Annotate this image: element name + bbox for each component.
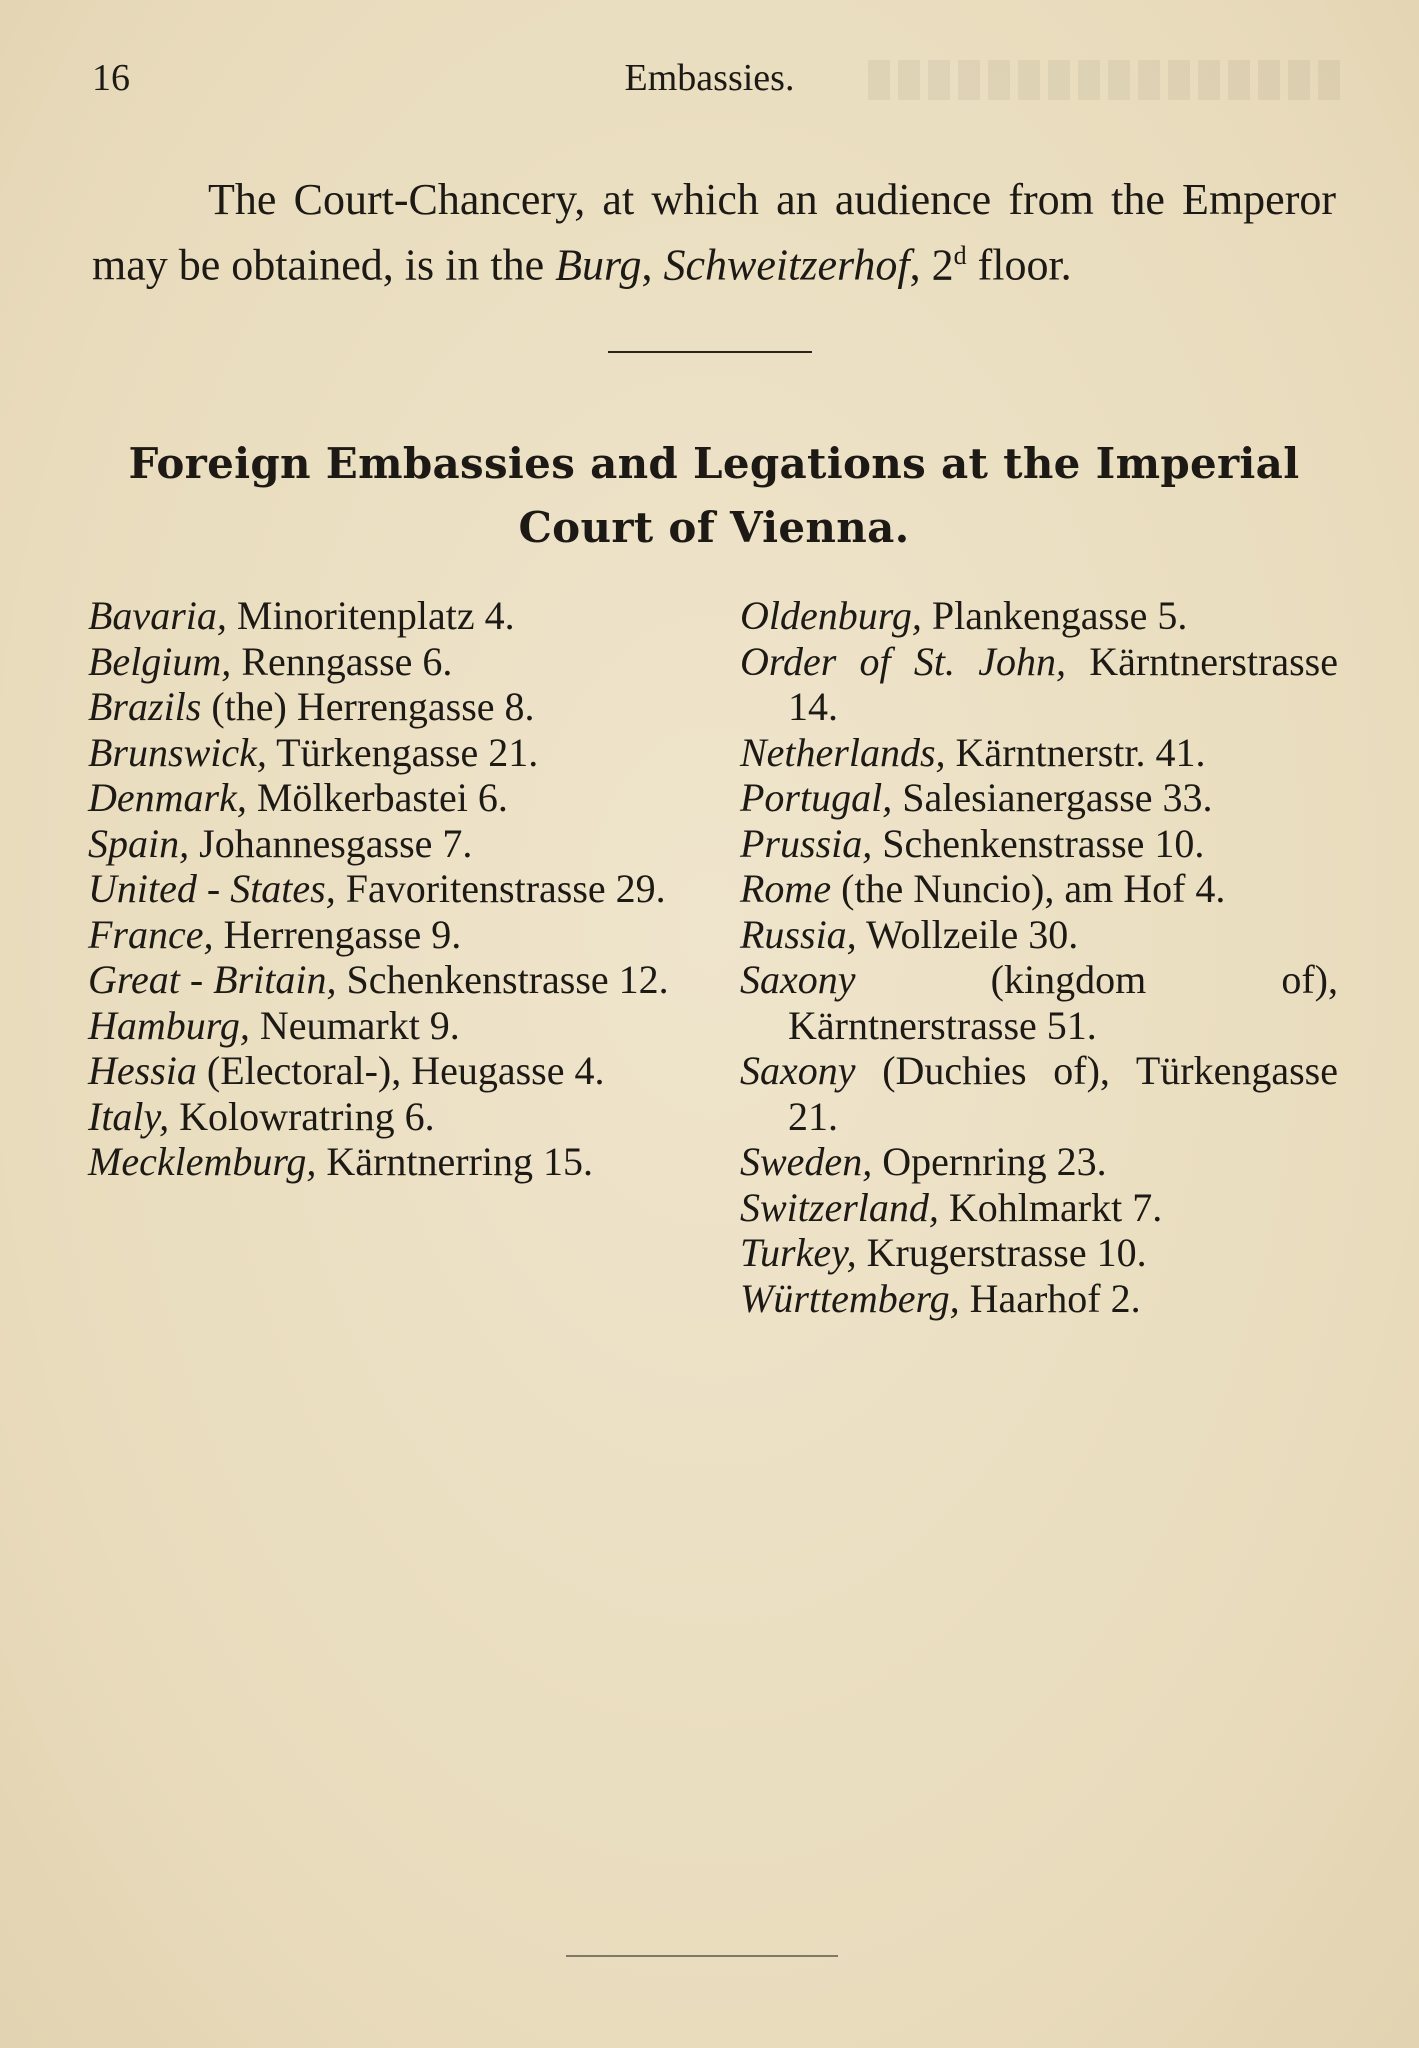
embassy-address: Minoritenplatz 4. <box>226 593 515 638</box>
embassy-address: Kärntnerstr. 41. <box>945 729 1206 775</box>
country-name: Netherlands, <box>740 729 946 775</box>
country-name: Brazils <box>88 684 202 729</box>
country-name: Denmark, <box>88 775 247 820</box>
embassy-entry <box>740 957 1338 1048</box>
embassy-address: Haarhof 2. <box>959 1275 1141 1321</box>
embassy-entry <box>88 1139 673 1185</box>
section-title-line-2: Court of Vienna. <box>518 503 910 552</box>
embassy-entry <box>88 775 673 821</box>
embassy-entry <box>88 639 673 685</box>
floor-number: 2 <box>931 240 954 290</box>
embassy-entry <box>88 912 673 958</box>
country-name: Saxony <box>740 1048 856 1093</box>
embassy-entry <box>88 1048 673 1094</box>
embassy-address: Renngasse 6. <box>231 638 453 684</box>
divider-rule <box>608 351 812 353</box>
country-name: Portugal, <box>740 775 893 820</box>
embassy-entry <box>740 912 1338 958</box>
country-name: Brunswick, <box>88 729 267 775</box>
country-name: Russia, <box>740 911 857 957</box>
section-title-line-1: Foreign Embassies and Legations at the Imperial <box>128 439 1300 488</box>
embassy-address: Kärntnerstrasse 14. <box>788 638 1338 729</box>
country-name: Order of St. John, <box>740 638 1066 684</box>
embassy-entry <box>740 775 1338 821</box>
embassies-right-column <box>740 593 1338 1321</box>
embassy-address: Krugerstrasse 10. <box>856 1230 1147 1275</box>
embassy-entry <box>740 639 1338 730</box>
country-name: Hessia <box>88 1048 197 1093</box>
embassy-address: Opernring 23. <box>872 1139 1107 1184</box>
embassy-entry <box>740 1048 1338 1139</box>
embassy-address: (the Nuncio), am Hof 4. <box>831 866 1226 911</box>
country-name: Prussia, <box>740 820 873 866</box>
schweitzerhof-name: Schweitzerhof <box>663 240 910 290</box>
country-name: Great - Britain, <box>88 957 337 1002</box>
country-name: Rome <box>740 866 832 911</box>
embassy-entry <box>88 957 673 1003</box>
country-name: Mecklemburg, <box>88 1139 317 1184</box>
embassy-address: Favoritenstrasse 29. <box>335 866 666 911</box>
embassy-address: Mölkerbastei 6. <box>246 775 508 820</box>
embassy-address: Kohlmarkt 7. <box>938 1184 1163 1230</box>
embassy-address: Kolowratring 6. <box>169 1093 435 1139</box>
embassy-address: Wollzeile 30. <box>856 911 1079 957</box>
country-name: Turkey, <box>740 1230 857 1275</box>
embassies-left-column <box>88 593 673 1185</box>
intro-paragraph <box>92 172 1336 294</box>
floor-ordinal: d <box>953 241 967 270</box>
embassy-address: (Electoral-), Heugasse 4. <box>196 1048 605 1093</box>
embassy-address: Neumarkt 9. <box>249 1002 460 1048</box>
embassy-entry <box>88 593 673 639</box>
section-title <box>92 432 1336 560</box>
embassy-address: Herrengasse 9. <box>213 911 462 957</box>
country-name: Bavaria, <box>88 593 227 638</box>
intro-text: The Court-Chancery, at which an audience from the Emperor may be obtained, is in the <box>92 175 1336 290</box>
embassy-entry <box>740 593 1338 639</box>
embassy-entry <box>88 684 673 730</box>
embassy-entry <box>88 1003 673 1049</box>
embassy-entry <box>740 866 1338 912</box>
separator: , <box>641 240 664 290</box>
country-name: Württemberg, <box>740 1275 960 1321</box>
embassy-address: Plankengasse 5. <box>921 593 1188 638</box>
embassy-address: (kingdom of), Kärntnerstrasse 51. <box>788 957 1338 1048</box>
country-name: Belgium, <box>88 638 232 684</box>
country-name: Spain, <box>88 820 190 866</box>
embassy-address: (Duchies of), Türkengasse 21. <box>788 1048 1338 1139</box>
country-name: Saxony <box>740 957 856 1002</box>
country-name: Hamburg, <box>88 1002 250 1048</box>
embassy-address: Schenkenstrasse 10. <box>872 820 1205 866</box>
embassy-address: Schenkenstrasse 12. <box>336 957 669 1002</box>
embassy-entry <box>88 1094 673 1140</box>
embassy-entry <box>740 1139 1338 1185</box>
embassy-entry <box>740 1185 1338 1231</box>
embassy-entry <box>88 866 673 912</box>
embassy-address: Türkengasse 21. <box>266 729 539 775</box>
bleed-through-rule <box>566 1955 838 1957</box>
embassy-entry <box>88 821 673 867</box>
country-name: Switzerland, <box>740 1184 939 1230</box>
embassy-address: Kärntnerring 15. <box>316 1139 594 1184</box>
running-header <box>92 56 1327 106</box>
country-name: United - States, <box>88 866 336 911</box>
running-title: Embassies. <box>624 57 795 99</box>
embassy-address: Johannesgasse 7. <box>189 820 473 866</box>
country-name: Sweden, <box>740 1139 873 1184</box>
country-name: Oldenburg, <box>740 593 922 638</box>
embassy-entry <box>740 730 1338 776</box>
burg-name: Burg <box>555 240 642 290</box>
embassy-entry <box>88 730 673 776</box>
comma: , <box>909 240 921 290</box>
country-name: France, <box>88 911 214 957</box>
embassy-address: (the) Herrengasse 8. <box>201 684 535 729</box>
floor-word: floor. <box>966 240 1072 290</box>
country-name: Italy, <box>88 1093 170 1139</box>
embassy-entry <box>740 1276 1338 1322</box>
page-number: 16 <box>92 57 130 99</box>
embassy-address: Salesianergasse 33. <box>892 775 1213 820</box>
embassy-entry <box>740 1230 1338 1276</box>
embassy-entry <box>740 821 1338 867</box>
